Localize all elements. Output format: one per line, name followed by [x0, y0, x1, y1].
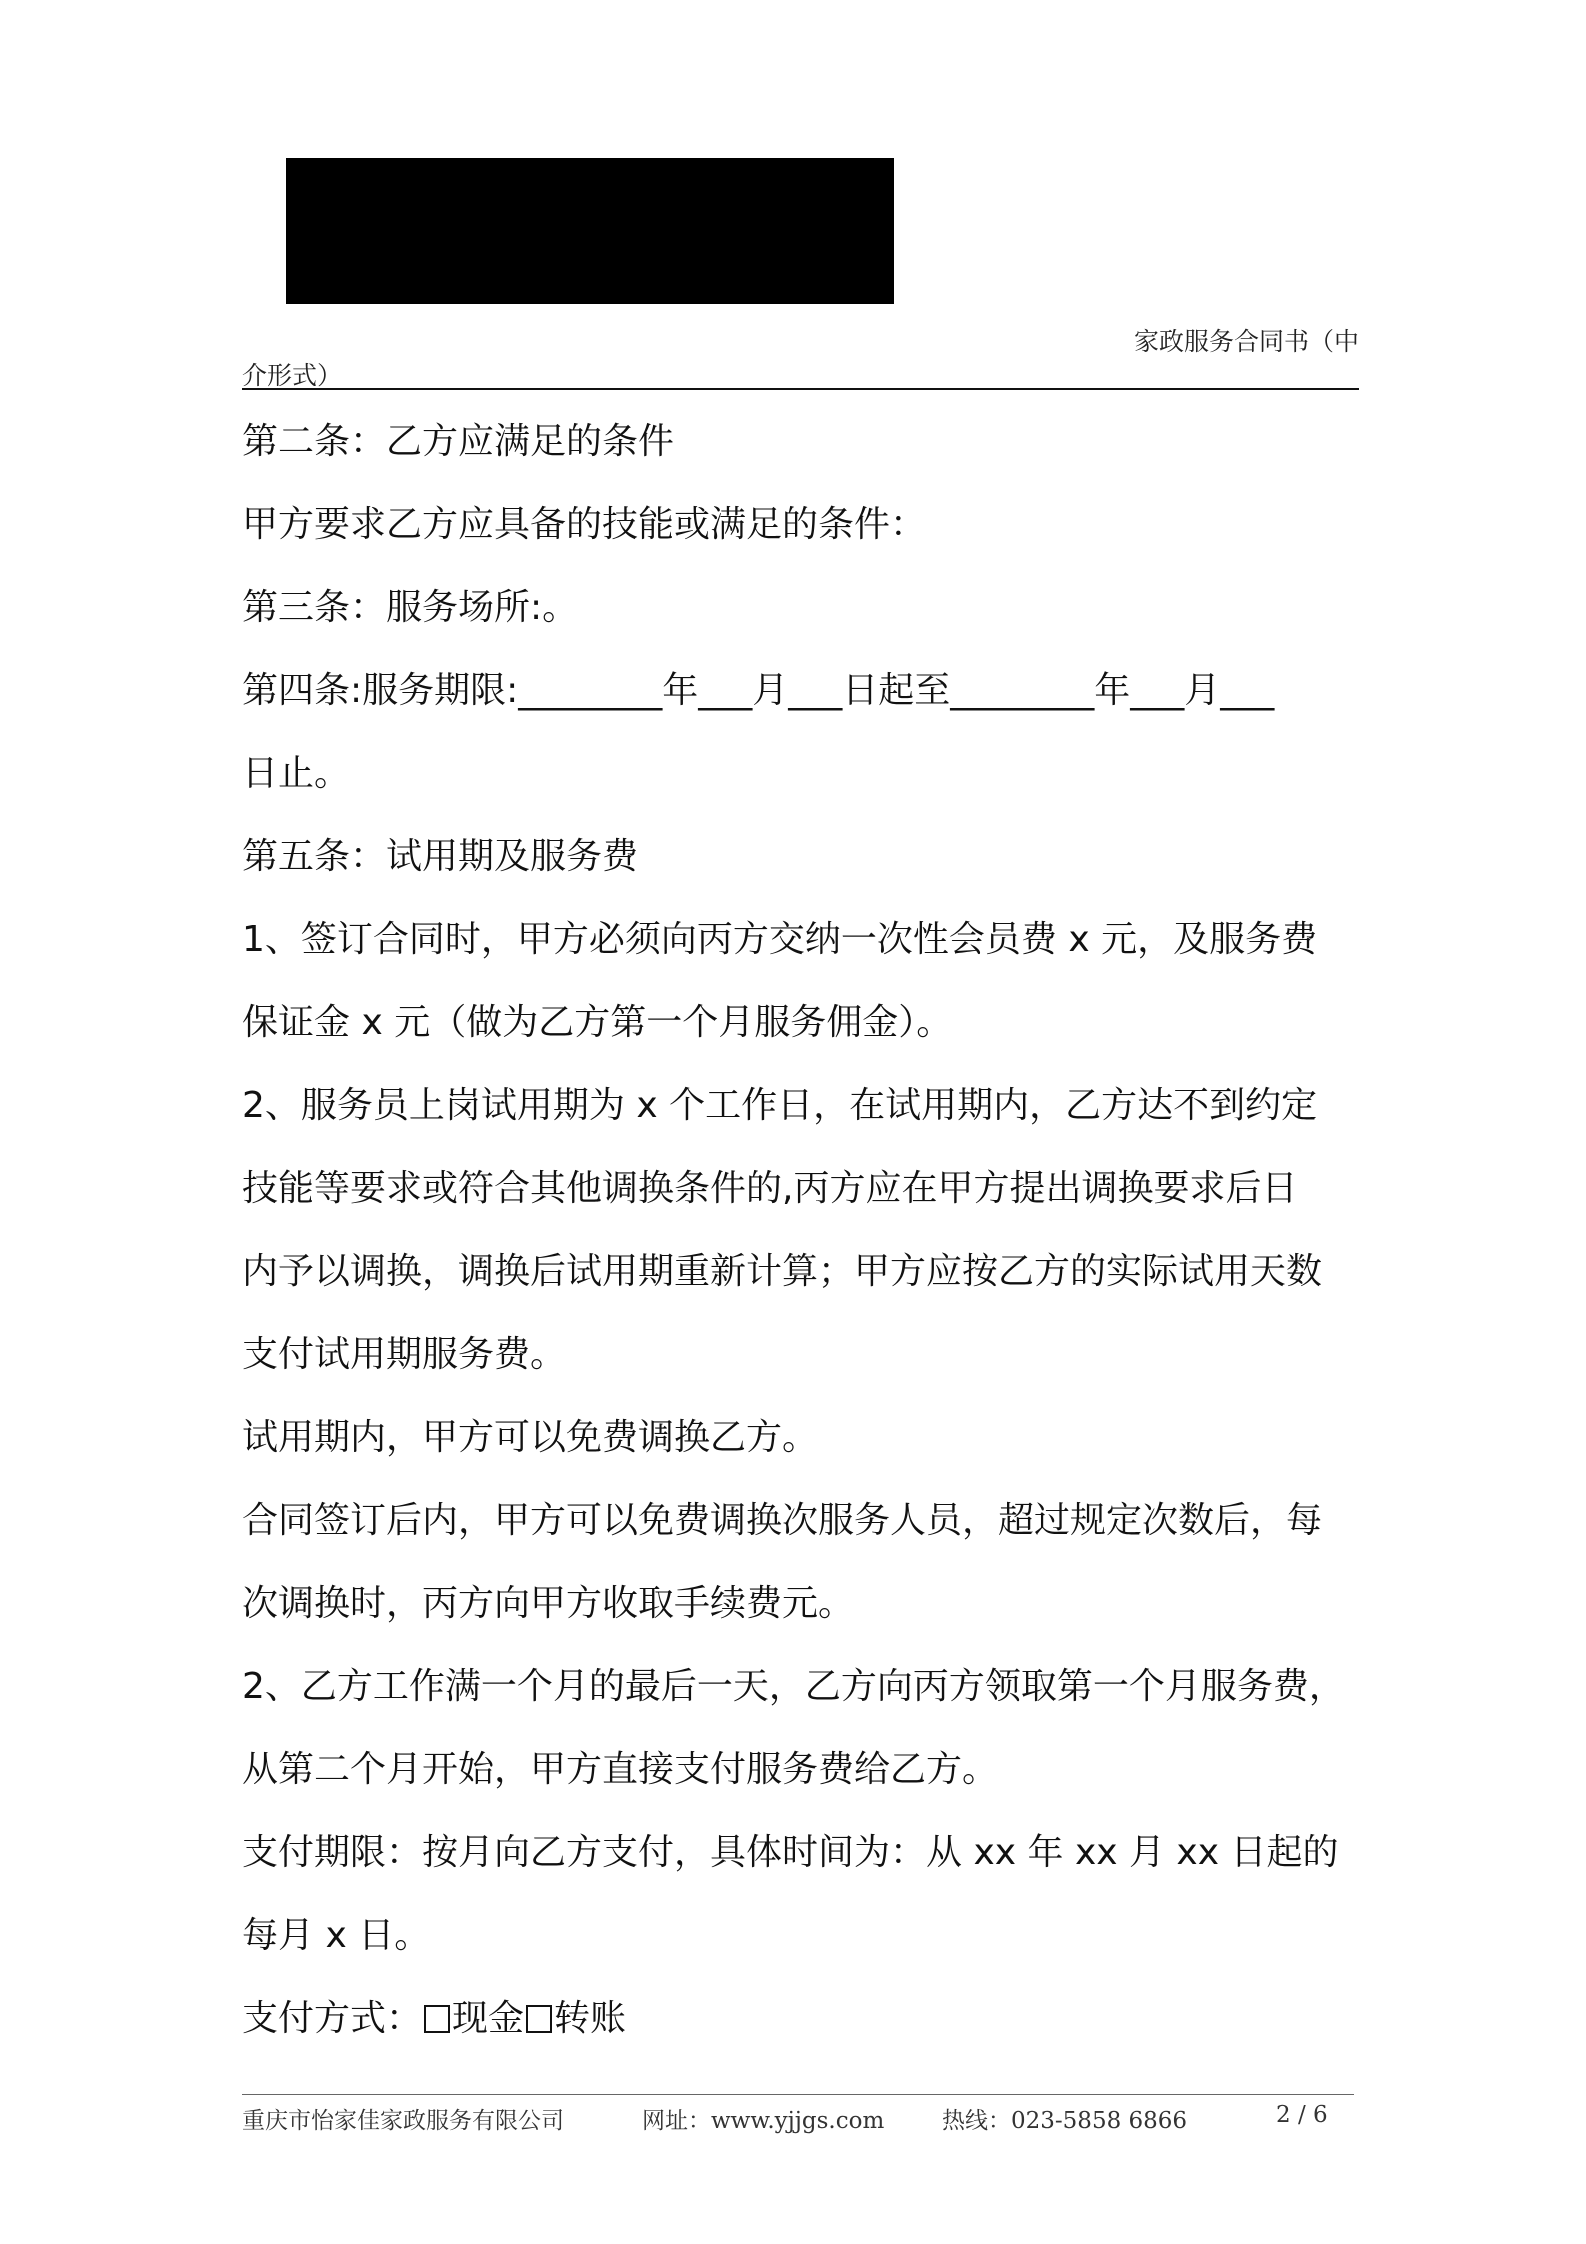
footer-website: 网址：www.yjjgs.com — [642, 2108, 885, 2134]
payment-deadline-line-2: 每月 x 日。 — [242, 1915, 431, 1956]
payment-method-line — [242, 1977, 1359, 2060]
footer-page-number: 2 / 6 — [1276, 2102, 1328, 2128]
article-4-line-1: 第四条:服务期限:________年___月___日起至________年___月___ — [242, 670, 1275, 711]
clause-2b-line-2: 从第二个月开始，甲方直接支付服务费给乙方。 — [242, 1749, 999, 1790]
transfer-checkbox[interactable] — [526, 2005, 552, 2033]
transfer-option-label: 转账 — [554, 1998, 627, 2039]
footer-company: 重庆市怡家佳家政服务有限公司 — [242, 2108, 564, 2134]
clause-2-line-2: 技能等要求或符合其他调换条件的,丙方应在甲方提出调换要求后日 — [242, 1168, 1298, 1209]
article-5-heading: 第五条：试用期及服务费 — [242, 836, 639, 877]
clause-2-line-1: 2、服务员上岗试用期为 x 个工作日，在试用期内，乙方达不到约定 — [242, 1085, 1318, 1126]
clause-1-line-2: 保证金 x 元（做为乙方第一个月服务佣金）。 — [242, 1002, 953, 1043]
clause-1-line-1: 1、签订合同时，甲方必须向丙方交纳一次性会员费 x 元，及服务费 — [242, 919, 1318, 960]
article-4-line-2: 日止。 — [242, 753, 351, 794]
article-3-heading: 第三条：服务场所:。 — [242, 587, 579, 628]
header-title-part2: 介形式） — [242, 361, 343, 390]
cash-checkbox[interactable] — [424, 2005, 450, 2033]
cash-option-label: 现金 — [452, 1998, 525, 2039]
article-2-text: 甲方要求乙方应具备的技能或满足的条件： — [242, 504, 927, 545]
clause-2b-line-1: 2、乙方工作满一个月的最后一天，乙方向丙方领取第一个月服务费， — [242, 1666, 1345, 1707]
article-2-heading: 第二条：乙方应满足的条件 — [242, 421, 675, 462]
payment-method-label: 支付方式： — [242, 1998, 423, 2039]
clause-2-line-3: 内予以调换，调换后试用期重新计算；甲方应按乙方的实际试用天数 — [242, 1251, 1323, 1292]
header-divider — [242, 388, 1359, 390]
header-title-part1: 家政服务合同书（中 — [1133, 327, 1359, 356]
footer-hotline: 热线：023-5858 6866 — [942, 2108, 1188, 2134]
payment-deadline-line-1: 支付期限：按月向乙方支付，具体时间为：从 xx 年 xx 月 xx 日起的 — [242, 1832, 1339, 1873]
contract-swap-line-1: 合同签订后内，甲方可以免费调换次服务人员，超过规定次数后，每 — [242, 1500, 1323, 1541]
document-body — [242, 400, 1359, 2060]
clause-2-line-4: 支付试用期服务费。 — [242, 1334, 567, 1375]
trial-swap-text: 试用期内，甲方可以免费调换乙方。 — [242, 1417, 819, 1458]
contract-swap-line-2: 次调换时，丙方向甲方收取手续费元。 — [242, 1583, 855, 1624]
redaction-block — [286, 158, 894, 304]
footer-divider — [242, 2094, 1354, 2095]
